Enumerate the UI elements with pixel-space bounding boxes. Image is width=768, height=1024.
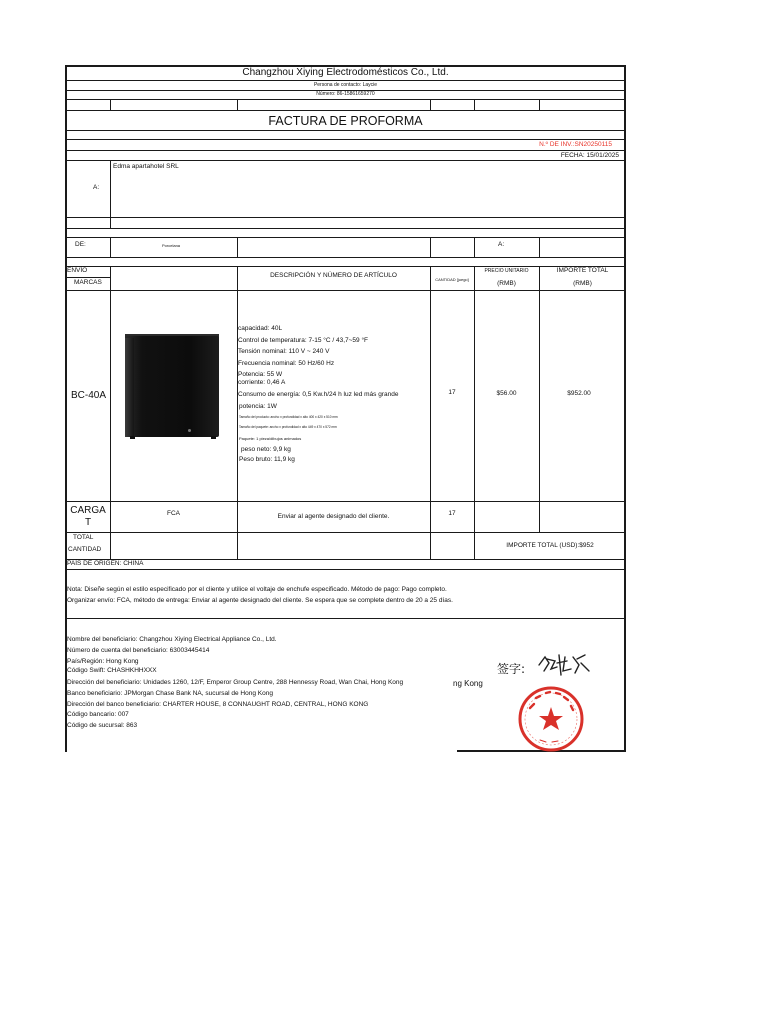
- spec-line: Tamaño del producto: ancho x profundidad x alto 400 x 420 x 510 mm: [239, 415, 338, 419]
- column-envio: ENVÍO: [67, 267, 88, 274]
- bank-line: Número de cuenta del beneficiario: 63003445414: [67, 647, 210, 654]
- from-value: Porcelana: [162, 243, 181, 248]
- spec-line: potencia: 1W: [239, 403, 277, 410]
- spec-line: Tamaño del paquete: ancho x profundidad x alto 449 x 470 x 572 mm: [239, 425, 337, 429]
- total-amount: IMPORTE TOTAL (USD):$952: [506, 542, 594, 549]
- proforma-invoice: [65, 65, 626, 752]
- cargo-term: FCA: [167, 510, 180, 517]
- spec-line: Control de temperatura: 7-15 °C / 43,7~59 °F: [238, 337, 369, 344]
- contact-number: Número: 86-15861659270: [316, 91, 375, 97]
- note-line: Organizar envío: FCA, método de entrega: Enviar al agente designado del cliente. Se espera que se complete dentro de 20 a 25 días.: [67, 597, 453, 604]
- cargo-quantity: 17: [448, 510, 456, 517]
- contact-person: Persona de contacto: Laycie: [313, 82, 378, 88]
- bank-line: Dirección del beneficiario: Unidades 1260, 12/F, Emperor Group Centre, 288 Hennessy Road, Wan Chai, Hong Kong: [67, 679, 404, 686]
- spec-line: Frecuencia nominal: 50 Hz/60 Hz: [238, 360, 335, 367]
- item-quantity: 17: [448, 389, 456, 396]
- spec-line: Paquete: 1 pieza/dibujos animados: [239, 436, 302, 441]
- item-unit-price: $56.00: [496, 390, 517, 397]
- column-total: IMPORTE TOTAL: [556, 267, 609, 274]
- signature-image: [535, 651, 609, 681]
- total-label: TOTAL: [73, 534, 94, 541]
- border-right: [624, 65, 626, 752]
- cargo-description: Enviar al agente designado del cliente.: [277, 513, 390, 520]
- spec-line: Tensión nominal: 110 V ~ 240 V: [238, 348, 330, 355]
- spec-line: Potencia: 55 W: [238, 371, 283, 378]
- note-line: Nota: Diseñe según el estilo especificado por el cliente y utilice el voltaje de enchufe especificado. Método de pago: Pago completo.: [67, 586, 447, 593]
- column-quantity: CANTIDAD [juego]: [435, 277, 469, 282]
- spec-line: Consumo de energía: 0,5 Kw.h/24 h luz led más grande: [238, 391, 399, 398]
- bank-line: Banco beneficiario: JPMorgan Chase Bank NA, sucursal de Hong Kong: [67, 690, 273, 697]
- spec-line: peso neto: 9,9 kg: [241, 446, 291, 453]
- overflow-text: ng Kong: [453, 679, 483, 688]
- bank-line: Dirección del banco beneficiario: CHARTER HOUSE, 8 CONNAUGHT ROAD, CENTRAL, HONG KONG: [67, 701, 369, 708]
- invoice-date: FECHA: 15/01/2025: [560, 152, 619, 159]
- bank-line: País/Región: Hong Kong: [67, 658, 139, 665]
- company-name: Changzhou Xiying Electrodomésticos Co., Ltd.: [242, 67, 449, 78]
- column-unit-currency: (RMB): [497, 280, 516, 287]
- cargo-label: CARGA T: [70, 505, 106, 528]
- column-total-currency: (RMB): [573, 280, 592, 287]
- to-label: A:: [93, 184, 100, 191]
- bank-line: Código Swift: CHASHKHHXXX: [67, 667, 157, 674]
- signature-label: 签字:: [497, 662, 526, 676]
- destination-label: A:: [498, 241, 505, 248]
- item-model: BC-40A: [71, 390, 107, 401]
- column-description: DESCRIPCIÓN Y NÚMERO DE ARTÍCULO: [270, 272, 397, 279]
- from-label: DE:: [75, 241, 86, 248]
- customer-name: Edma apartahotel SRL: [113, 163, 179, 170]
- column-marcas: MARCAS: [74, 279, 102, 286]
- spec-line: capacidad: 40L: [238, 325, 283, 332]
- spec-line: Peso bruto: 11,9 kg: [239, 456, 295, 463]
- column-unit-price: PRECIO UNITARIO: [484, 268, 529, 274]
- bank-line: Código bancario: 007: [67, 711, 129, 718]
- bank-line: Código de sucursal: 863: [67, 722, 138, 729]
- company-seal-stamp: [516, 684, 586, 754]
- bank-line: Nombre del beneficiario: Changzhou Xiying Electrical Appliance Co., Ltd.: [67, 636, 277, 643]
- item-total: $952.00: [567, 390, 591, 397]
- invoice-number: N.º DE INV.:SN20250115: [539, 141, 612, 148]
- spec-line: corriente: 0,46 A: [238, 379, 286, 386]
- country-of-origin: PAÍS DE ORIGEN: CHINA: [67, 560, 144, 567]
- lock-icon: [188, 429, 191, 432]
- page-title: FACTURA DE PROFORMA: [268, 114, 423, 128]
- total-quantity-label: CANTIDAD: [68, 546, 102, 553]
